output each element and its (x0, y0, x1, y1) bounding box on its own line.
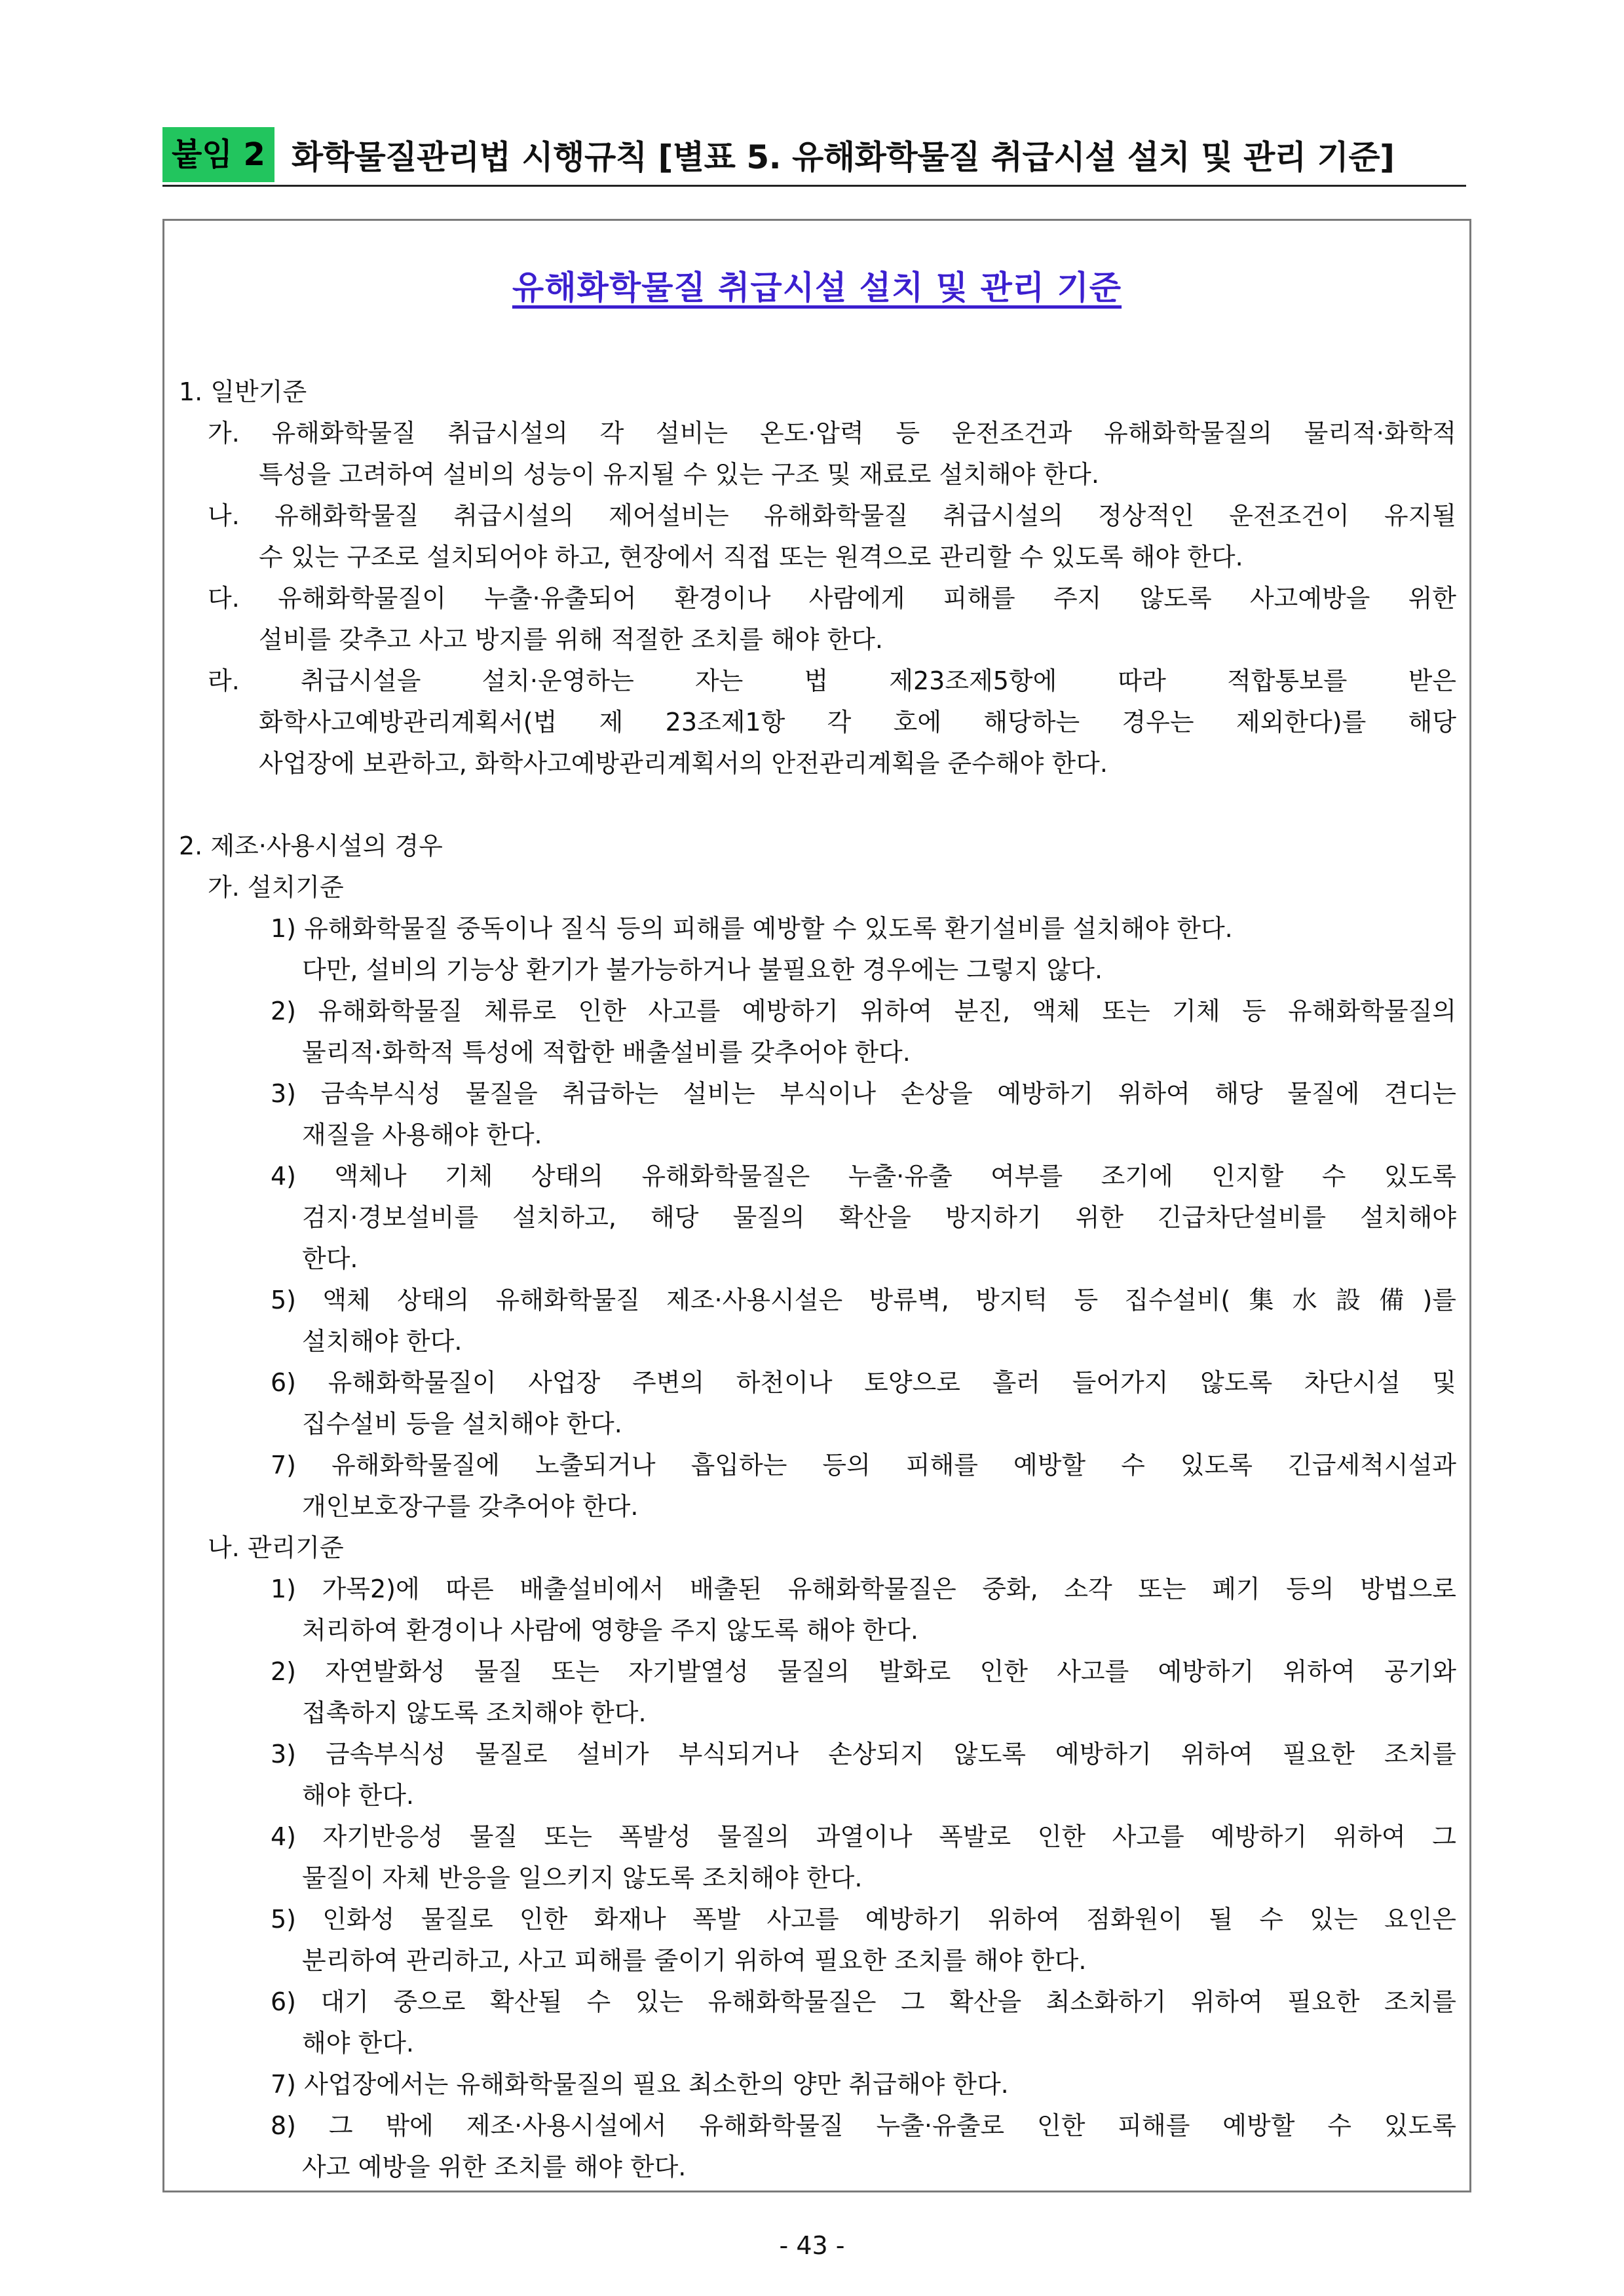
text-line: 가. 설치기준 (208, 873, 344, 902)
text-line: 2) 유해화학물질 체류로 인한 사고를 예방하기 위하여 분진, 액체 또는 기체 등 유해화학물질의 (271, 997, 1456, 1025)
text-line: 다. 유해화학물질이 누출·유출되어 환경이나 사람에게 피해를 주지 않도록 사고예방을 위한 (208, 584, 1456, 613)
text-line: 3) 금속부식성 물질을 취급하는 설비는 부식이나 손상을 예방하기 위하여 해당 물질에 견디는 (271, 1079, 1456, 1108)
document-body (179, 372, 1456, 2188)
text-line: 나. 관리기준 (208, 1533, 344, 1562)
header-title: 화학물질관리법 시행규칙 [별표 5. 유해화학물질 취급시설 설치 및 관리 기준] (291, 138, 1395, 176)
text-line: 5) 인화성 물질로 인한 화재나 폭발 사고를 예방하기 위하여 점화원이 될 수 있는 요인은 (271, 1905, 1456, 1934)
text-line: 접촉하지 않도록 조치해야 한다. (302, 1698, 647, 1727)
text-line: 해야 한다. (302, 1781, 414, 1810)
text-line: 재질을 사용해야 한다. (302, 1120, 542, 1149)
text-line: 5) 액체 상태의 유해화학물질 제조·사용시설은 방류벽, 방지턱 등 집수설비(集水設備)를 (271, 1286, 1456, 1314)
page-header (162, 124, 1466, 187)
text-line: 분리하여 관리하고, 사고 피해를 줄이기 위하여 필요한 조치를 해야 한다. (302, 1946, 1087, 1975)
text-line: 개인보호장구를 갖추어야 한다. (302, 1492, 639, 1521)
attachment-tag: 붙임 2 (162, 127, 274, 182)
text-line: 화학사고예방관리계획서(법 제 23조제1항 각 호에 해당하는 경우는 제외한다)를 해당 (259, 708, 1456, 737)
text-line: 3) 금속부식성 물질로 설비가 부식되거나 손상되지 않도록 예방하기 위하여 필요한 조치를 (271, 1740, 1456, 1769)
text-line: 한다. (302, 1244, 358, 1273)
text-line: 8) 그 밖에 제조·사용시설에서 유해화학물질 누출·유출로 인한 피해를 예방할 수 있도록 (271, 2111, 1456, 2140)
text-line: 7) 유해화학물질에 노출되거나 흡입하는 등의 피해를 예방할 수 있도록 긴급세척시설과 (271, 1451, 1456, 1480)
text-line: 설비를 갖추고 사고 방지를 위해 적절한 조치를 해야 한다. (259, 625, 883, 654)
text-line: 2. 제조·사용시설의 경우 (179, 832, 443, 860)
text-line: 가. 유해화학물질 취급시설의 각 설비는 온도·압력 등 운전조건과 유해화학물질의 물리적·화학적 (208, 419, 1456, 448)
text-line: 설치해야 한다. (302, 1327, 463, 1356)
text-line: 7) 사업장에서는 유해화학물질의 필요 최소한의 양만 취급해야 한다. (271, 2070, 1009, 2099)
text-line: 6) 대기 중으로 확산될 수 있는 유해화학물질은 그 확산을 최소화하기 위하여 필요한 조치를 (271, 1987, 1456, 2016)
text-line: 사업장에 보관하고, 화학사고예방관리계획서의 안전관리계획을 준수해야 한다. (259, 749, 1108, 778)
text-line: 1) 가목2)에 따른 배출설비에서 배출된 유해화학물질은 중화, 소각 또는 폐기 등의 방법으로 (271, 1575, 1456, 1603)
text-line: 물질이 자체 반응을 일으키지 않도록 조치해야 한다. (302, 1864, 863, 1892)
text-line: 4) 자기반응성 물질 또는 폭발성 물질의 과열이나 폭발로 인한 사고를 예방하기 위하여 그 (271, 1822, 1456, 1851)
text-line: 나. 유해화학물질 취급시설의 제어설비는 유해화학물질 취급시설의 정상적인 운전조건이 유지될 (208, 501, 1456, 530)
text-line: 물리적·화학적 특성에 적합한 배출설비를 갖추어야 한다. (302, 1038, 911, 1067)
text-line: 라. 취급시설을 설치·운영하는 자는 법 제23조제5항에 따라 적합통보를 받은 (208, 666, 1456, 695)
text-line: 2) 자연발화성 물질 또는 자기발열성 물질의 발화로 인한 사고를 예방하기 위하여 공기와 (271, 1657, 1456, 1686)
text-line: 특성을 고려하여 설비의 성능이 유지될 수 있는 구조 및 재료로 설치해야 한다. (259, 460, 1099, 489)
text-line: 다만, 설비의 기능상 환기가 불가능하거나 불필요한 경우에는 그렇지 않다. (302, 955, 1103, 984)
text-line: 사고 예방을 위한 조치를 해야 한다. (302, 2152, 687, 2181)
text-line: 해야 한다. (302, 2029, 414, 2057)
text-line: 집수설비 등을 설치해야 한다. (302, 1409, 622, 1438)
text-line: 1. 일반기준 (179, 377, 307, 406)
text-line: 처리하여 환경이나 사람에 영향을 주지 않도록 해야 한다. (302, 1616, 918, 1645)
spacer (179, 784, 1456, 826)
text-line: 1) 유해화학물질 중독이나 질식 등의 피해를 예방할 수 있도록 환기설비를 설치해야 한다. (271, 914, 1233, 943)
text-line: 6) 유해화학물질이 사업장 주변의 하천이나 토양으로 흘러 들어가지 않도록 차단시설 및 (271, 1368, 1456, 1397)
text-line: 4) 액체나 기체 상태의 유해화학물질은 누출·유출 여부를 조기에 인지할 수 있도록 (271, 1162, 1457, 1191)
text-line: 수 있는 구조로 설치되어야 하고, 현장에서 직접 또는 원격으로 관리할 수 있도록 해야 한다. (259, 543, 1243, 571)
page-number: - 43 - (779, 2231, 845, 2260)
document-frame (162, 219, 1471, 2192)
document-title: 유해화학물질 취급시설 설치 및 관리 기준 (512, 269, 1122, 307)
text-line: 검지·경보설비를 설치하고, 해당 물질의 확산을 방지하기 위한 긴급차단설비를 설치해야 (302, 1203, 1456, 1232)
